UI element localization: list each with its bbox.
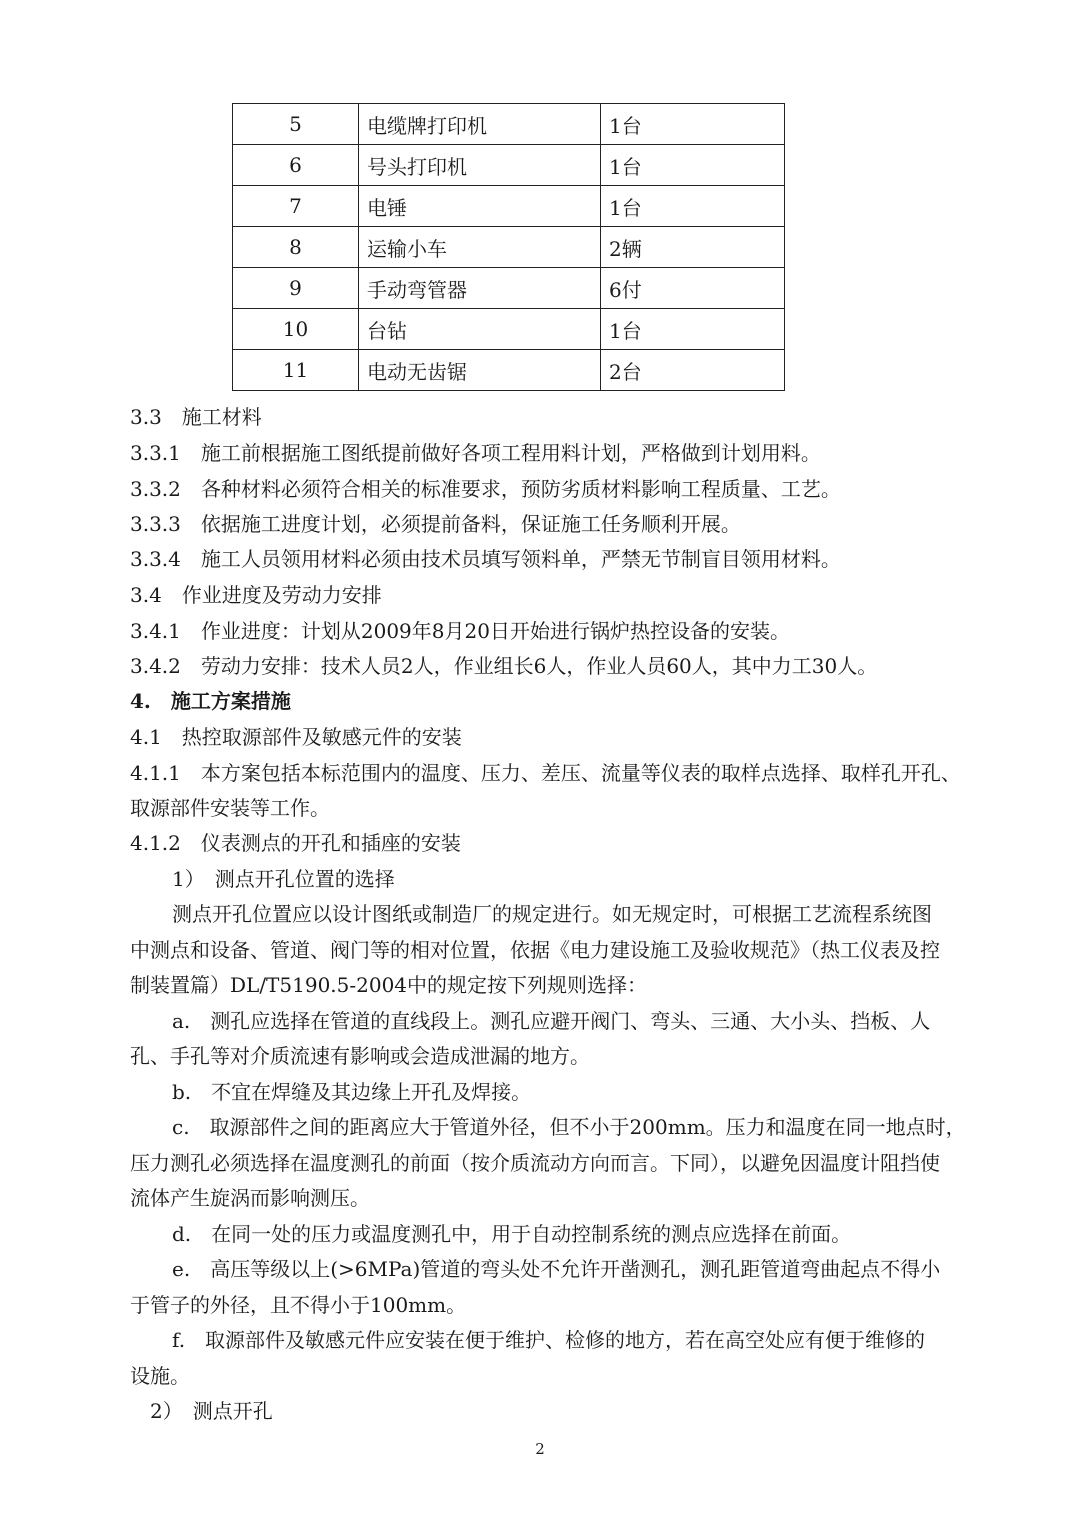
equipment-quantity: 2辆 — [601, 227, 785, 268]
row-number: 11 — [233, 350, 359, 391]
row-number: 5 — [233, 104, 359, 145]
rule-d: d. 在同一处的压力或温度测孔中，用于自动控制系统的测点应选择在前面。 — [172, 1222, 852, 1246]
row-number: 8 — [233, 227, 359, 268]
paragraph-4-1-1-cont: 取源部件安装等工作。 — [130, 796, 330, 820]
item-heading-2: 2） 测点开孔 — [150, 1399, 273, 1423]
paragraph-3-3-2: 3.3.2 各种材料必须符合相关的标准要求，预防劣质材料影响工程质量、工艺。 — [130, 477, 841, 501]
paragraph-text: 中测点和设备、管道、阀门等的相对位置，依据《电力建设施工及验收规范》（热工仪表及控 — [130, 938, 940, 962]
section-heading-4-1: 4.1 热控取源部件及敏感元件的安装 — [130, 725, 462, 749]
table-row — [233, 350, 785, 391]
paragraph-text: 测点开孔位置应以设计图纸或制造厂的规定进行。如无规定时，可根据工艺流程系统图 — [172, 902, 932, 926]
paragraph-3-3-3: 3.3.3 依据施工进度计划，必须提前备料，保证施工任务顺利开展。 — [130, 512, 741, 536]
equipment-table — [232, 103, 785, 391]
equipment-name: 台钻 — [359, 309, 601, 350]
rule-e: e. 高压等级以上(>6MPa)管道的弯头处不允许开凿测孔，测孔距管道弯曲起点不得小 — [172, 1257, 941, 1281]
paragraph-3-3-4: 3.3.4 施工人员领用材料必须由技术员填写领料单，严禁无节制盲目领用材料。 — [130, 547, 841, 571]
equipment-name: 手动弯管器 — [359, 268, 601, 309]
rule-a-cont: 孔、手孔等对介质流速有影响或会造成泄漏的地方。 — [130, 1044, 590, 1068]
equipment-name: 电缆牌打印机 — [359, 104, 601, 145]
equipment-quantity: 1台 — [601, 309, 785, 350]
rule-b: b. 不宜在焊缝及其边缘上开孔及焊接。 — [172, 1080, 532, 1104]
chapter-heading-4: 4. 施工方案措施 — [130, 689, 291, 713]
paragraph-3-4-1: 3.4.1 作业进度：计划从2009年8月20日开始进行锅炉热控设备的安装。 — [130, 619, 790, 643]
table-row — [233, 104, 785, 145]
page-number: 2 — [535, 1440, 545, 1458]
rule-c-cont: 流体产生旋涡而影响测压。 — [130, 1186, 370, 1210]
section-heading-4-1-2: 4.1.2 仪表测点的开孔和插座的安装 — [130, 831, 461, 855]
table-row — [233, 268, 785, 309]
rule-c: c. 取源部件之间的距离应大于管道外径，但不小于200mm。压力和温度在同一地点时， — [172, 1115, 966, 1139]
table-row — [233, 309, 785, 350]
equipment-name: 电动无齿锯 — [359, 350, 601, 391]
item-heading-1: 1） 测点开孔位置的选择 — [172, 867, 395, 891]
rule-f-cont: 设施。 — [130, 1364, 190, 1388]
paragraph-3-4-2: 3.4.2 劳动力安排：技术人员2人，作业组长6人，作业人员60人，其中力工30人。 — [130, 654, 878, 678]
equipment-quantity: 2台 — [601, 350, 785, 391]
rule-f: f. 取源部件及敏感元件应安装在便于维护、检修的地方，若在高空处应有便于维修的 — [172, 1328, 926, 1352]
row-number: 7 — [233, 186, 359, 227]
equipment-name: 运输小车 — [359, 227, 601, 268]
row-number: 10 — [233, 309, 359, 350]
equipment-name: 号头打印机 — [359, 145, 601, 186]
equipment-quantity: 1台 — [601, 104, 785, 145]
paragraph-3-3-1: 3.3.1 施工前根据施工图纸提前做好各项工程用料计划，严格做到计划用料。 — [130, 441, 821, 465]
row-number: 9 — [233, 268, 359, 309]
table-row — [233, 145, 785, 186]
section-heading-3-4: 3.4 作业进度及劳动力安排 — [130, 583, 382, 607]
paragraph-4-1-1: 4.1.1 本方案包括本标范围内的温度、压力、差压、流量等仪表的取样点选择、取样孔开孔、 — [130, 761, 961, 785]
equipment-quantity: 1台 — [601, 145, 785, 186]
section-heading-3-3: 3.3 施工材料 — [130, 405, 262, 429]
rule-c-cont: 压力测孔必须选择在温度测孔的前面（按介质流动方向而言。下同），以避免因温度计阻挡使 — [130, 1151, 940, 1175]
equipment-quantity: 1台 — [601, 186, 785, 227]
row-number: 6 — [233, 145, 359, 186]
rule-a: a. 测孔应选择在管道的直线段上。测孔应避开阀门、弯头、三通、大小头、挡板、人 — [172, 1009, 931, 1033]
equipment-name: 电锤 — [359, 186, 601, 227]
rule-e-cont: 于管子的外径，且不得小于100mm。 — [130, 1293, 467, 1317]
table-row — [233, 227, 785, 268]
paragraph-text: 制装置篇）DL/T5190.5-2004中的规定按下列规则选择： — [130, 973, 648, 997]
table-row — [233, 186, 785, 227]
equipment-quantity: 6付 — [601, 268, 785, 309]
